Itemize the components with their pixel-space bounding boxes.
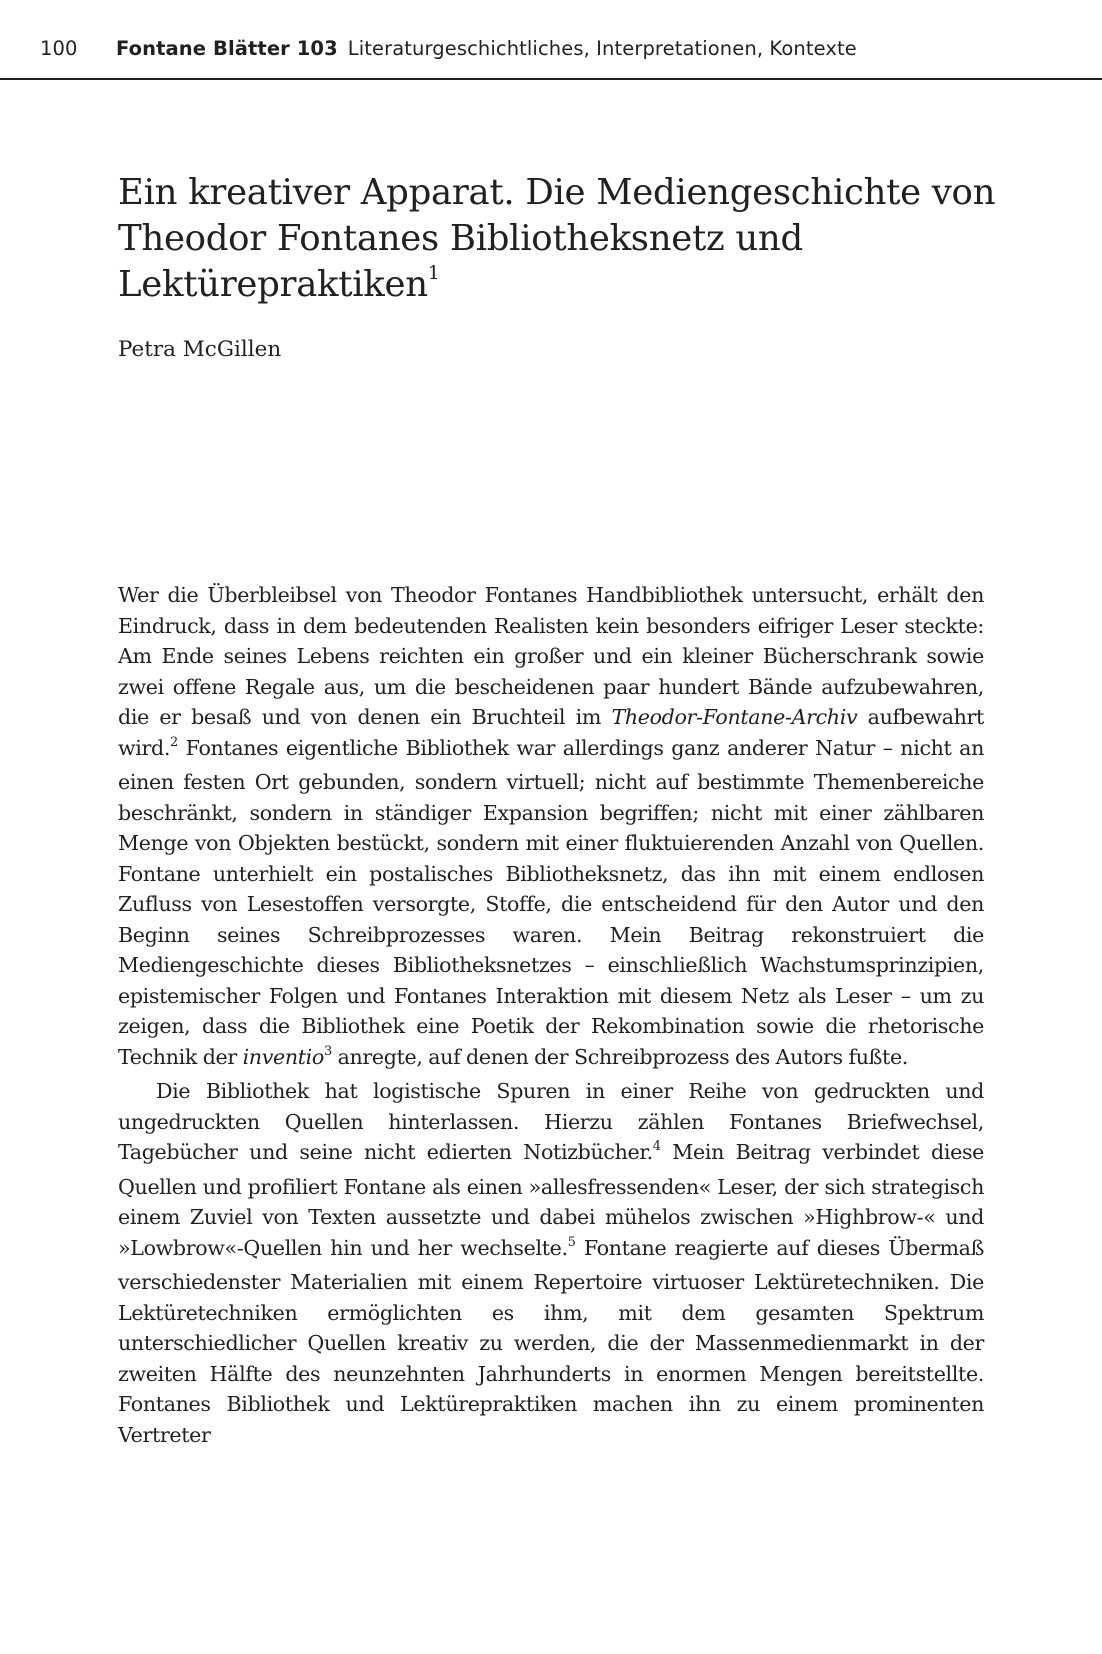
- archive-name: Theodor-Fontane-Archiv: [611, 705, 858, 729]
- footnote-marker-3: 3: [323, 1043, 332, 1059]
- paragraph-1: [118, 580, 984, 1076]
- page-number: 100: [40, 37, 78, 60]
- author-name: Petra McGillen: [118, 337, 282, 362]
- paragraph-1-text-d: anregte, auf denen der Schreibprozess des Autors fußte.: [331, 1044, 909, 1069]
- running-head: [40, 36, 857, 62]
- paragraph-1-text-b: aufbewahrt wird.: [118, 705, 984, 760]
- paragraph-2-text-c: Fontane reagierte auf dieses Übermaß verschiedenster Materialien mit einem Repertoire virtuoser Lektüretechniken. Die Lektüretechniken ermöglichten es ihm, mit dem gesamten Spektrum unterschiedlicher Quellen kreativ zu werden, die der Massenmedienmarkt in der zweiten Hälfte des neunzehnten Jahrhunderts in enormen Mengen bereitstellte. Fontanes Bibliothek und Lektürepraktiken machen ihn zu einem prominenten Vertreter: [118, 1235, 984, 1447]
- paragraph-2-text-b: Mein Beitrag verbindet diese Quellen und profiliert Fontane als einen »allesfressenden« Leser, der sich strategisch einem Zuviel von Texten aussetzte und dabei mühelos zwischen »Highbrow-« und »Lowbrow«-Quellen hin und her wechselte.: [118, 1140, 984, 1260]
- header-rule: [0, 78, 1102, 80]
- footnote-marker-4: 4: [652, 1139, 661, 1154]
- article-title-text: Ein kreativer Apparat. Die Mediengeschichte von Theodor Fontanes Bibliotheksnetz und Lektürepraktiken: [118, 172, 996, 305]
- footnote-marker-1: 1: [427, 262, 440, 284]
- inventio-term: inventio: [242, 1044, 324, 1069]
- article-body: [118, 580, 984, 1450]
- paragraph-2: [118, 1076, 984, 1450]
- footnote-marker-2: 2: [170, 734, 178, 750]
- paragraph-2-text-a: Die Bibliothek hat logistische Spuren in einer Reihe von gedruckten und ungedruckten Quellen hinterlassen. Hierzu zählen Fontanes Briefwechsel, Tagebücher und seine nicht edierten Notizbücher.: [118, 1079, 984, 1164]
- paragraph-1-text-a: Wer die Überbleibsel von Theodor Fontanes Handbibliothek untersucht, erhält den Eindruck, dass in dem bedeutenden Realisten kein besonders eifriger Leser steckte: Am Ende seines Lebens reichten ein großer und ein kleiner Bücherschrank sowie zwei offene Regale aus, um die bescheidenen paar hundert Bände aufzubewahren, die er besaß und von denen ein Bruchteil im: [118, 583, 984, 729]
- paragraph-1-text-c: Fontanes eigentliche Bibliothek war allerdings ganz anderer Natur – nicht an einen festen Ort gebunden, sondern virtuell; nicht auf bestimmte Themenbereiche beschränkt, sondern in ständiger Expansion begriffen; nicht mit einer zählbaren Menge von Objekten bestückt, sondern mit einer fluktuierenden Anzahl von Quellen. Fontane unterhielt ein postalisches Bibliotheksnetz, das ihn mit einem endlosen Zufluss von Lesestoffen versorgte, Stoffe, die entscheidend für den Autor und den Beginn seines Schreibprozesses waren. Mein Beitrag rekonstruiert die Mediengeschichte dieses Bibliotheksnetzes – einschließlich Wachstumsprinzipien, epistemischer Folgen und Fontanes Interaktion mit diesem Netz als Leser – um zu zeigen, dass die Bibliothek eine Poetik der Rekombination sowie die rhetorische Technik der: [118, 735, 984, 1069]
- journal-title: Fontane Blätter 103: [116, 37, 338, 60]
- section-title: Literaturgeschichtliches, Interpretationen, Kontexte: [347, 37, 857, 60]
- article-title: [118, 170, 998, 313]
- footnote-marker-5: 5: [567, 1234, 576, 1250]
